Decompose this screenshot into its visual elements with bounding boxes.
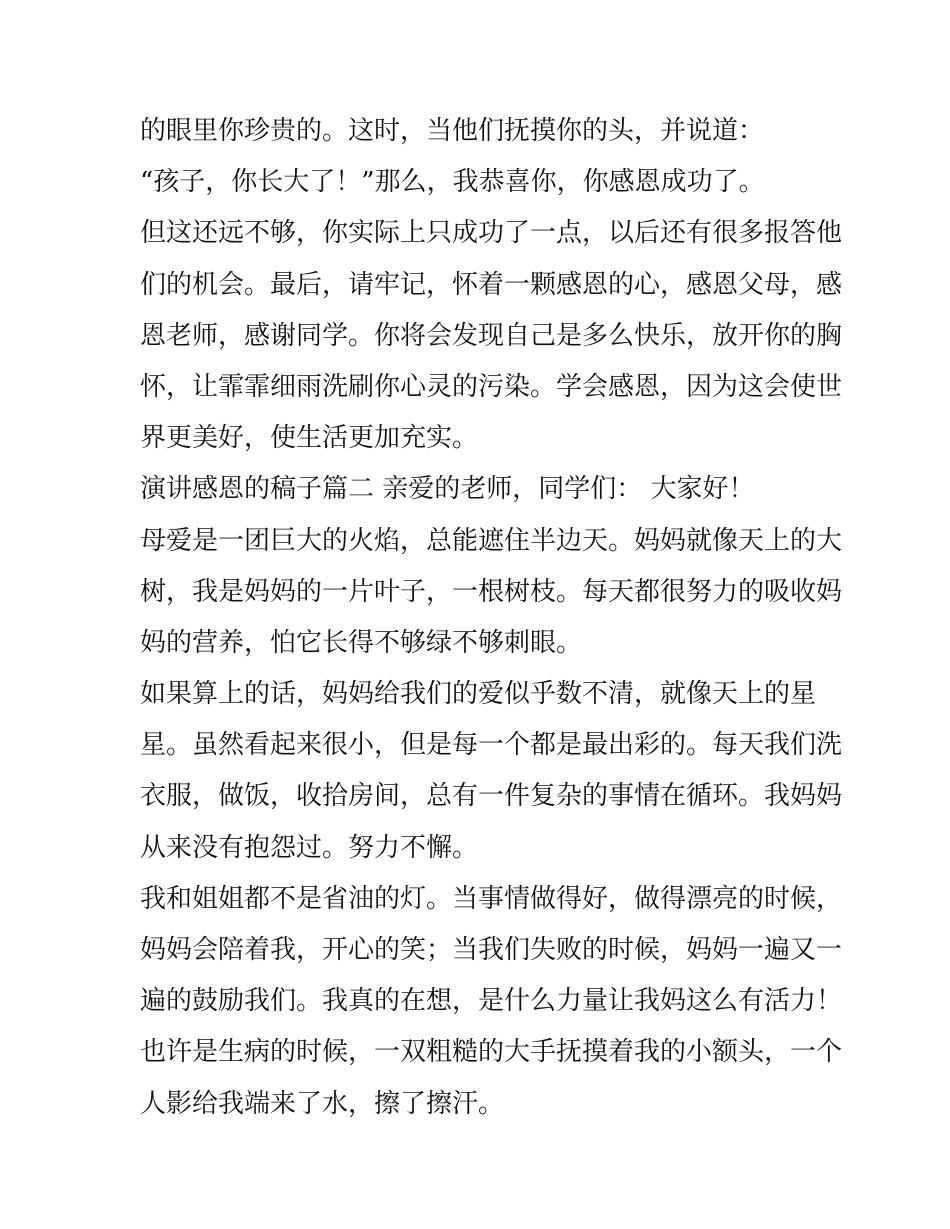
text-line: 母爱是一团巨大的火焰，总能遮住半边天。妈妈就像天上的大 (140, 525, 843, 556)
text-line: 如果算上的话，妈妈给我们的爱似乎数不清，就像天上的星 (140, 679, 817, 710)
text-line: 我和姐姐都不是省油的灯。当事情做得好，做得漂亮的时候， (140, 883, 843, 914)
text-line: 星。虽然看起来很小，但是每一个都是最出彩的。每天我们洗 (140, 730, 843, 761)
text-line: 界更美好，使生活更加充实。 (140, 423, 479, 454)
text-line: “孩子，你长大了！”那么，我恭喜你，你感恩成功了。 (140, 167, 765, 198)
text-line: 但这还远不够，你实际上只成功了一点，以后还有很多报答他 (140, 218, 843, 249)
section-heading-line: 演讲感恩的稿子篇二 亲爱的老师，同学们： 大家好！ (140, 474, 755, 505)
text-line: 妈妈会陪着我，开心的笑；当我们失败的时候，妈妈一遍又一 (140, 935, 843, 965)
text-line: 的眼里你珍贵的。这时，当他们抚摸你的头，并说道： (140, 116, 765, 146)
text-line: 衣服，做饭，收拾房间，总有一件复杂的事情在循环。我妈妈 (140, 781, 843, 812)
document-body (140, 106, 843, 1130)
text-line: 也许是生病的时候，一双粗糙的大手抚摸着我的小额头，一个 (140, 1037, 843, 1068)
text-line: 遍的鼓励我们。我真的在想，是什么力量让我妈这么有活力！ (140, 986, 843, 1017)
text-line: 人影给我端来了水，擦了擦汗。 (140, 1088, 505, 1119)
text-line: 树，我是妈妈的一片叶子，一根树枝。每天都很努力的吸收妈 (140, 576, 843, 607)
text-line: 从来没有抱怨过。努力不懈。 (140, 832, 479, 863)
text-line: 怀，让霏霏细雨洗刷你心灵的污染。学会感恩，因为这会使世 (140, 371, 843, 402)
text-line: 妈的营养，怕它长得不够绿不够刺眼。 (140, 627, 583, 658)
text-line: 恩老师，感谢同学。你将会发现自己是多么快乐，放开你的胸 (140, 320, 843, 351)
text-line: 们的机会。最后，请牢记，怀着一颗感恩的心，感恩父母，感 (140, 269, 843, 300)
